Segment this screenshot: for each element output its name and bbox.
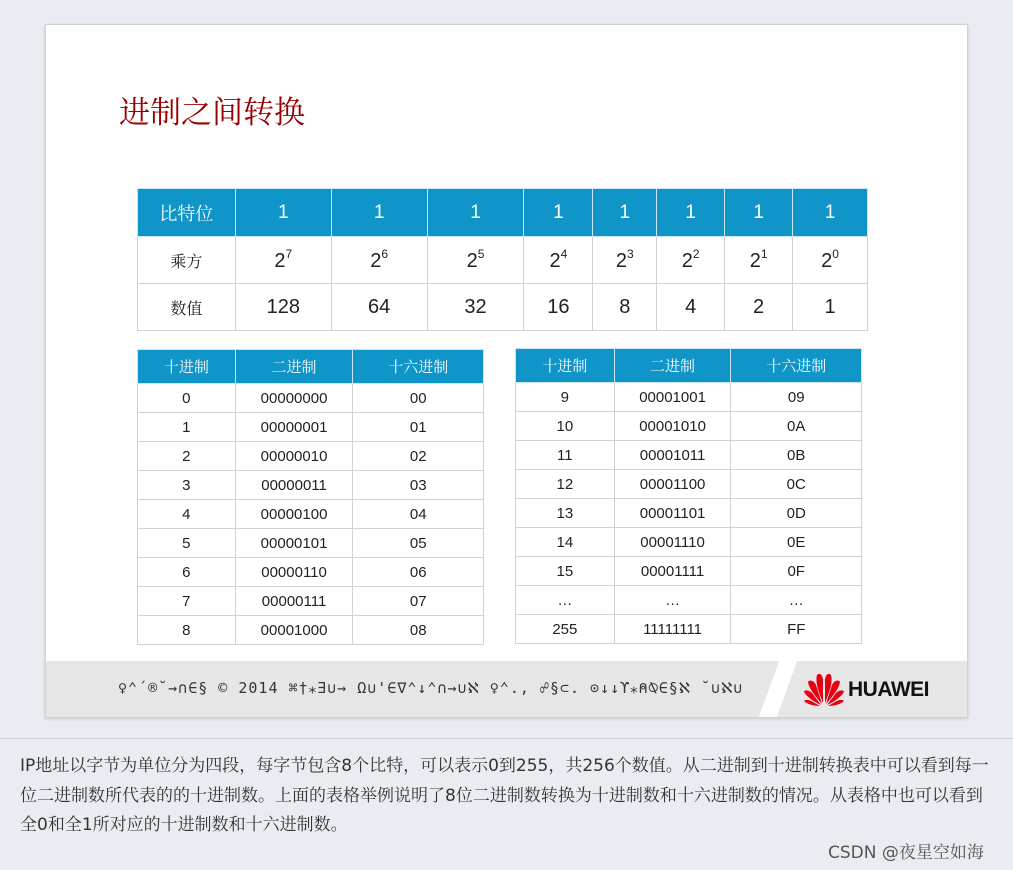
decimal-cell: … <box>516 586 615 615</box>
value-label: 数值 <box>138 284 236 331</box>
binary-cell: 00001101 <box>614 499 731 528</box>
decimal-cell: 3 <box>138 471 236 500</box>
decimal-cell: 13 <box>516 499 615 528</box>
decimal-cell: 6 <box>138 558 236 587</box>
decimal-cell: 15 <box>516 557 615 586</box>
table-row <box>516 615 862 644</box>
value-cell: 4 <box>657 284 725 331</box>
bit-cell: 1 <box>235 189 331 237</box>
value-row <box>138 284 868 331</box>
hex-cell: 0C <box>731 470 862 499</box>
hex-cell: 0A <box>731 412 862 441</box>
table-header-row <box>516 349 862 383</box>
table-row <box>138 384 484 413</box>
hex-cell: 09 <box>731 383 862 412</box>
hex-cell: 0E <box>731 528 862 557</box>
binary-cell: 00000100 <box>235 500 353 529</box>
table-row <box>138 413 484 442</box>
binary-cell: 00001111 <box>614 557 731 586</box>
bit-cell: 1 <box>331 189 427 237</box>
slide <box>45 24 968 718</box>
column-header-decimal: 十进制 <box>138 350 236 384</box>
divider <box>0 738 1013 739</box>
hex-cell: 05 <box>353 529 484 558</box>
brand-name: HUAWEI <box>848 678 929 701</box>
power-cell: $2^6$ <box>331 237 427 284</box>
power-cell: $2^0$ <box>793 237 868 284</box>
power-cell: $2^2$ <box>657 237 725 284</box>
power-cell: $2^1$ <box>725 237 793 284</box>
bit-value-table <box>137 188 868 331</box>
value-cell: 128 <box>235 284 331 331</box>
decimal-cell: 9 <box>516 383 615 412</box>
binary-cell: … <box>614 586 731 615</box>
hex-cell: … <box>731 586 862 615</box>
binary-cell: 00000010 <box>235 442 353 471</box>
value-cell: 64 <box>331 284 427 331</box>
decimal-cell: 2 <box>138 442 236 471</box>
bit-cell: 1 <box>593 189 657 237</box>
binary-cell: 00000101 <box>235 529 353 558</box>
column-header-binary: 二进制 <box>235 350 353 384</box>
decimal-cell: 8 <box>138 616 236 645</box>
bit-cell: 1 <box>524 189 593 237</box>
bit-header-label: 比特位 <box>138 189 236 237</box>
hex-cell: 03 <box>353 471 484 500</box>
copyright-text: ♀⌃´®˘→∩∈§ © 2014 ⌘†⁎∃∪→ Ω∪'∈∇⌃↓⌃∩→∪ℵ ♀⌃., ☍§⊂. ⊙↓↓ϒ⁎⍝⍉∈§ℵ ˘∪ℵ∪ <box>118 679 744 697</box>
power-cell: $2^7$ <box>235 237 331 284</box>
description-text: IP地址以字节为单位分为四段，每字节包含8个比特，可以表示0到255，共256个数值。从二进制到十进制转换表中可以看到每一位二进制数所代表的的十进制数。上面的表格举例说明了8位二进制数转换为十进制数和十六进制数的情况。从表格中也可以看到全0和全1所对应的十进制数和十六进制数。 <box>20 756 989 835</box>
decimal-cell: 14 <box>516 528 615 557</box>
power-cell: $2^3$ <box>593 237 657 284</box>
bit-cell: 1 <box>657 189 725 237</box>
binary-cell: 00001110 <box>614 528 731 557</box>
hex-cell: 01 <box>353 413 484 442</box>
binary-cell: 00001001 <box>614 383 731 412</box>
power-row <box>138 237 868 284</box>
hex-cell: 0F <box>731 557 862 586</box>
hex-cell: 00 <box>353 384 484 413</box>
column-header-hex: 十六进制 <box>731 349 862 383</box>
binary-cell: 00001010 <box>614 412 731 441</box>
binary-cell: 00000001 <box>235 413 353 442</box>
huawei-logo <box>802 669 932 709</box>
column-header-decimal: 十进制 <box>516 349 615 383</box>
table-row <box>516 383 862 412</box>
bit-cell: 1 <box>427 189 524 237</box>
table-row <box>516 470 862 499</box>
binary-cell: 11111111 <box>614 615 731 644</box>
huawei-petal-logo-icon <box>802 669 846 709</box>
table-row <box>138 529 484 558</box>
binary-cell: 00001000 <box>235 616 353 645</box>
table-row <box>516 557 862 586</box>
slide-title: 进制之间转换 <box>119 95 305 131</box>
binary-cell: 00001100 <box>614 470 731 499</box>
value-cell: 2 <box>725 284 793 331</box>
bit-cell: 1 <box>793 189 868 237</box>
decimal-cell: 5 <box>138 529 236 558</box>
hex-cell: 06 <box>353 558 484 587</box>
watermark: CSDN @夜星空如海 <box>828 843 984 863</box>
value-cell: 8 <box>593 284 657 331</box>
conversion-table-right <box>515 348 862 644</box>
decimal-cell: 7 <box>138 587 236 616</box>
hex-cell: 04 <box>353 500 484 529</box>
hex-cell: 07 <box>353 587 484 616</box>
binary-cell: 00000000 <box>235 384 353 413</box>
power-cell: $2^5$ <box>427 237 524 284</box>
table-row <box>138 587 484 616</box>
bit-cell: 1 <box>725 189 793 237</box>
hex-cell: 0B <box>731 441 862 470</box>
decimal-cell: 1 <box>138 413 236 442</box>
decimal-cell: 255 <box>516 615 615 644</box>
bit-row <box>138 189 868 237</box>
table-row <box>138 500 484 529</box>
column-header-binary: 二进制 <box>614 349 731 383</box>
slide-footer <box>46 661 967 717</box>
power-cell: $2^4$ <box>524 237 593 284</box>
conversion-table-left <box>137 349 484 645</box>
footer-stripe <box>759 661 797 717</box>
table-row <box>516 412 862 441</box>
binary-cell: 00000011 <box>235 471 353 500</box>
decimal-cell: 4 <box>138 500 236 529</box>
table-row <box>138 616 484 645</box>
binary-cell: 00001011 <box>614 441 731 470</box>
decimal-cell: 0 <box>138 384 236 413</box>
table-row <box>138 442 484 471</box>
hex-cell: FF <box>731 615 862 644</box>
value-cell: 1 <box>793 284 868 331</box>
binary-cell: 00000111 <box>235 587 353 616</box>
table-row <box>516 528 862 557</box>
decimal-cell: 12 <box>516 470 615 499</box>
decimal-cell: 10 <box>516 412 615 441</box>
power-label: 乘方 <box>138 237 236 284</box>
hex-cell: 02 <box>353 442 484 471</box>
value-cell: 32 <box>427 284 524 331</box>
hex-cell: 0D <box>731 499 862 528</box>
table-row <box>138 558 484 587</box>
decimal-cell: 11 <box>516 441 615 470</box>
table-row <box>138 471 484 500</box>
value-cell: 16 <box>524 284 593 331</box>
table-row <box>516 586 862 615</box>
table-row <box>516 441 862 470</box>
column-header-hex: 十六进制 <box>353 350 484 384</box>
binary-cell: 00000110 <box>235 558 353 587</box>
table-row <box>516 499 862 528</box>
table-header-row <box>138 350 484 384</box>
hex-cell: 08 <box>353 616 484 645</box>
